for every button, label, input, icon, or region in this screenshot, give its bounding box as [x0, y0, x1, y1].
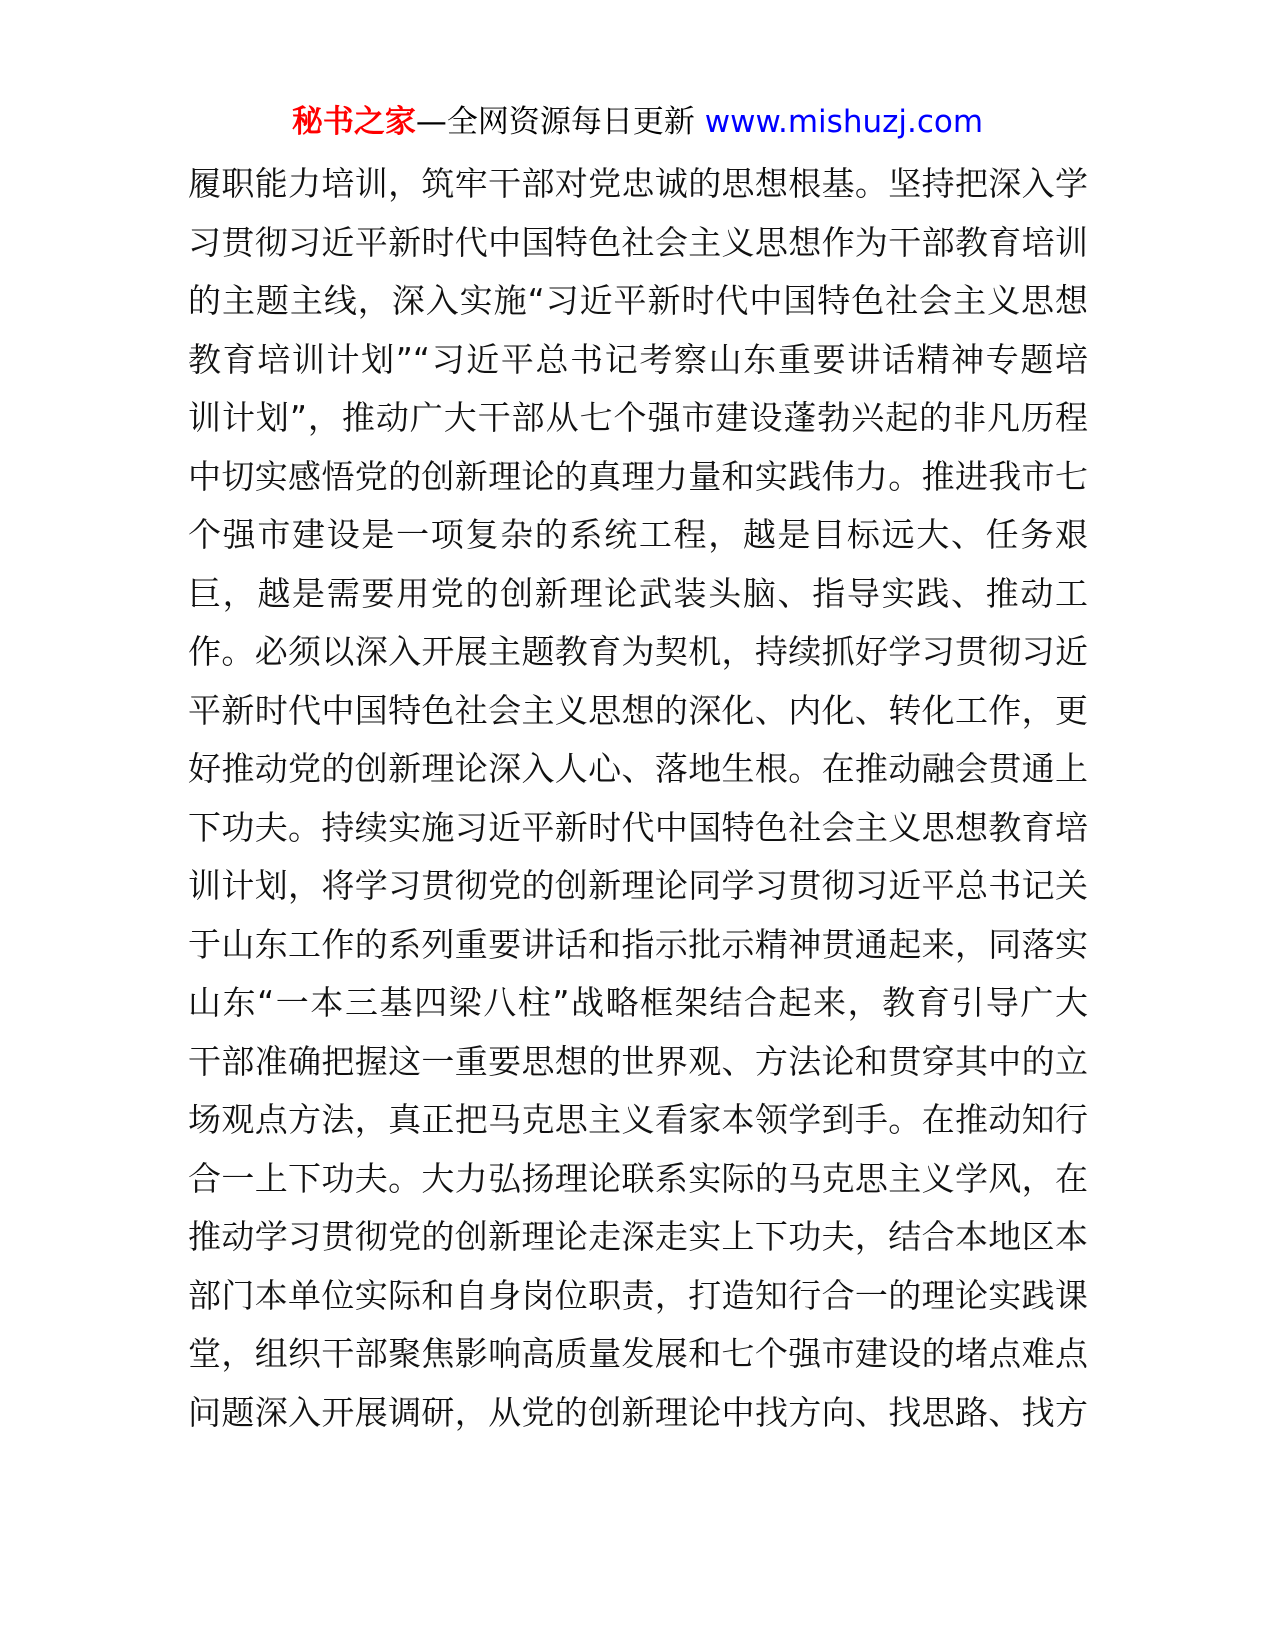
- text-line: 平新时代中国特色社会主义思想的深化、内化、转化工作，更: [188, 690, 1088, 730]
- text-line: 山东“一本三基四梁八柱”战略框架结合起来，教育引导广大: [188, 983, 1088, 1022]
- text-line: 于山东工作的系列重要讲话和指示批示精神贯通起来，同落实: [188, 924, 1088, 964]
- text-line: 训计划，将学习贯彻党的创新理论同学习贯彻习近平总书记关: [188, 866, 1088, 905]
- brand-name: 秘书之家: [291, 104, 416, 140]
- header-tagline: —全网资源每日更新: [415, 104, 705, 140]
- website-url[interactable]: www.mishuzj.com: [704, 104, 984, 140]
- text-line: 的主题主线，深入实施“习近平新时代中国特色社会主义思想: [188, 281, 1088, 320]
- text-line: 习贯彻习近平新时代中国特色社会主义思想作为干部教育培训: [188, 222, 1088, 262]
- text-line: 履职能力培训，筑牢干部对党忠诚的思想根基。坚持把深入学: [188, 164, 1088, 203]
- page-header: [0, 100, 1275, 144]
- text-line: 下功夫。持续实施习近平新时代中国特色社会主义思想教育培: [188, 807, 1088, 847]
- text-line: 教育培训计划”“习近平总书记考察山东重要讲话精神专题培: [188, 339, 1088, 379]
- text-line: 干部准确把握这一重要思想的世界观、方法论和贯穿其中的立: [188, 1041, 1088, 1081]
- body-paragraph: [188, 155, 1088, 1442]
- text-line: 场观点方法，真正把马克思主义看家本领学到手。在推动知行: [188, 1100, 1088, 1139]
- text-line: 好推动党的创新理论深入人心、落地生根。在推动融会贯通上: [188, 749, 1088, 788]
- text-line: 堂，组织干部聚焦影响高质量发展和七个强市建设的堵点难点: [188, 1334, 1088, 1373]
- text-line: 个强市建设是一项复杂的系统工程，越是目标远大、任务艰: [188, 515, 1088, 554]
- text-line: 推动学习贯彻党的创新理论走深走实上下功夫，结合本地区本: [188, 1217, 1088, 1256]
- text-line: 问题深入开展调研，从党的创新理论中找方向、找思路、找方: [188, 1392, 1088, 1432]
- text-line: 部门本单位实际和自身岗位职责，打造知行合一的理论实践课: [188, 1275, 1088, 1315]
- text-line: 作。必须以深入开展主题教育为契机，持续抓好学习贯彻习近: [188, 632, 1088, 671]
- text-line: 巨，越是需要用党的创新理论武装头脑、指导实践、推动工: [188, 573, 1088, 613]
- text-line: 中切实感悟党的创新理论的真理力量和实践伟力。推进我市七: [188, 456, 1088, 496]
- text-line: 训计划”，推动广大干部从七个强市建设蓬勃兴起的非凡历程: [188, 398, 1088, 437]
- text-line: 合一上下功夫。大力弘扬理论联系实际的马克思主义学风，在: [188, 1158, 1088, 1198]
